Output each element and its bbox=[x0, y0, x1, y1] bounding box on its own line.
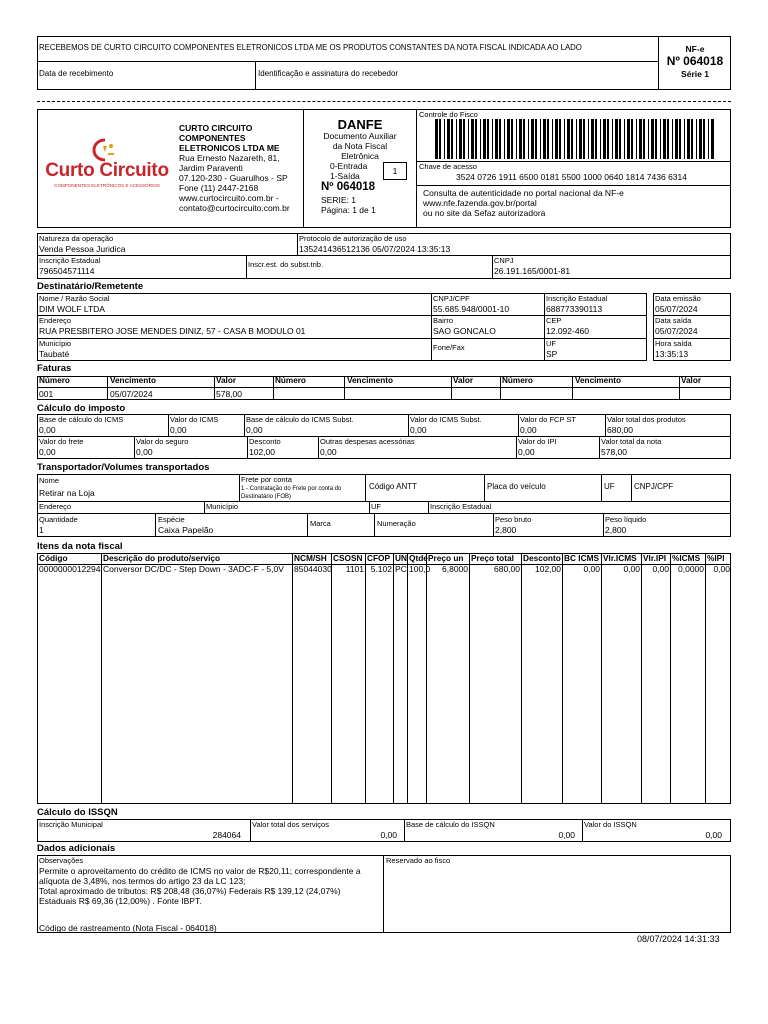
emitente-name: CURTO CIRCUITO COMPONENTES ELETRONICOS LTDA ME bbox=[179, 123, 280, 153]
barcode-bar bbox=[492, 119, 493, 159]
barcode-bar bbox=[528, 119, 529, 159]
itens-header-vlr-ipi: Vlr.IPI bbox=[643, 553, 667, 563]
transp-uf2-label: UF bbox=[371, 502, 381, 511]
issqn-section: Cálculo do ISSQN bbox=[37, 807, 118, 818]
base-icms-st-value: 0,00 bbox=[246, 425, 263, 435]
ie-value: 796504571114 bbox=[39, 266, 95, 276]
barcode-bar bbox=[583, 119, 585, 159]
logo-mark-icon bbox=[90, 138, 120, 162]
quantidade-label: Quantidade bbox=[39, 515, 78, 524]
dest-uf-label: UF bbox=[546, 339, 556, 348]
itens-header-cfop: CFOP bbox=[367, 553, 391, 563]
barcode-bar bbox=[519, 119, 522, 159]
barcode-bar bbox=[555, 119, 558, 159]
barcode-bar bbox=[435, 119, 438, 159]
dest-endereco-label: Endereço bbox=[39, 316, 72, 325]
desconto-value: 102,00 bbox=[249, 447, 275, 457]
chave-label: Chave de acesso bbox=[419, 162, 477, 171]
barcode-bar bbox=[687, 119, 690, 159]
item-cell-qtde: 100,0 bbox=[409, 564, 431, 574]
valor-total-nota-label: Valor total da nota bbox=[601, 437, 662, 446]
dest-cep-label: CEP bbox=[546, 316, 562, 325]
barcode-bar bbox=[495, 119, 498, 159]
barcode-bar bbox=[444, 119, 445, 159]
dest-uf: SP bbox=[546, 349, 558, 359]
barcode-bar bbox=[531, 119, 534, 159]
danfe-numero: Nº 064018 bbox=[321, 181, 376, 193]
barcode-bar bbox=[619, 119, 621, 159]
natureza-value: Venda Pessoa Juridica bbox=[39, 244, 126, 254]
barcode-bar bbox=[648, 119, 649, 159]
item-cell-csosn: 1101 bbox=[345, 564, 364, 574]
danfe-description: Documento Auxiliar da Nota Fiscal Eletrônica bbox=[323, 131, 397, 161]
danfe-title: DANFE bbox=[337, 117, 383, 132]
item-cell-preco-un: 6,8000 bbox=[442, 564, 468, 574]
itens-header-qtde: Qtde bbox=[409, 553, 428, 563]
fatura-header-vencimento-1: Vencimento bbox=[110, 376, 156, 385]
item-cell-aliq-ipi: 0,00 bbox=[713, 564, 730, 574]
barcode-bar bbox=[576, 119, 577, 159]
fatura-header-numero-1: Número bbox=[39, 376, 70, 385]
protocolo-label: Protocolo de autorização de uso bbox=[299, 234, 407, 243]
issqn-valor-label: Valor do ISSQN bbox=[584, 820, 637, 829]
barcode-bar bbox=[696, 119, 697, 159]
barcode-bar bbox=[624, 119, 625, 159]
itens-header-preco-total: Preço total bbox=[471, 553, 514, 563]
fatura-header-valor-3: Valor bbox=[681, 376, 702, 385]
dest-bairro: SAO GONCALO bbox=[433, 326, 496, 336]
barcode-bar bbox=[523, 119, 525, 159]
item-cell-preco-total: 680,00 bbox=[494, 564, 520, 574]
transporte-section: Transportador/Volumes transportados bbox=[37, 462, 210, 473]
valor-frete-value: 0,00 bbox=[39, 447, 56, 457]
dest-municipio-label: Município bbox=[39, 339, 72, 348]
barcode-bar bbox=[547, 119, 549, 159]
dest-saida-label: Data saída bbox=[655, 316, 692, 325]
barcode-bar bbox=[579, 119, 582, 159]
valor-ipi-label: Valor do IPI bbox=[518, 437, 557, 446]
item-cell-vlr-ipi: 0,00 bbox=[652, 564, 669, 574]
itens-header-vlr-icms: Vlr.ICMS bbox=[603, 553, 637, 563]
cut-line bbox=[37, 101, 731, 102]
barcode-bar bbox=[487, 119, 489, 159]
dest-ie-label: Inscrição Estadual bbox=[546, 294, 608, 303]
valor-frete-label: Valor do frete bbox=[39, 437, 84, 446]
iest-label: Inscr.est. do subst.trib. bbox=[248, 260, 324, 269]
barcode-bar bbox=[591, 119, 594, 159]
barcode-bar bbox=[456, 119, 457, 159]
cnpj-label: CNPJ bbox=[494, 256, 514, 265]
valor-icms-st-value: 0,00 bbox=[410, 425, 427, 435]
barcode-bar bbox=[600, 119, 601, 159]
peso-liquido-value: 2,800 bbox=[605, 525, 627, 535]
logo-text: Curto Circuito bbox=[45, 160, 169, 181]
barcode-bar bbox=[588, 119, 589, 159]
item-cell-bc-icms: 0,00 bbox=[583, 564, 600, 574]
dest-hora: 13:35:13 bbox=[655, 349, 689, 359]
valor-icms-label: Valor do ICMS bbox=[170, 415, 219, 424]
valor-fcp-st-label: Valor do FCP ST bbox=[520, 415, 576, 424]
especie-value: Caixa Papelão bbox=[158, 525, 214, 535]
chave-acesso: 3524 0726 1911 6500 0181 5500 1000 0640 1814 7436 6314 bbox=[456, 172, 687, 182]
barcode-bar bbox=[615, 119, 618, 159]
issqn-base-label: Base de cálculo do ISSQN bbox=[406, 820, 495, 829]
barcode-bar bbox=[603, 119, 606, 159]
barcode-bar bbox=[684, 119, 685, 159]
barcode-bar bbox=[699, 119, 702, 159]
dest-cnpj: 55.685.948/0001-10 bbox=[433, 304, 510, 314]
dest-nome-label: Nome / Razão Social bbox=[39, 294, 110, 303]
fatura-header-vencimento-3: Vencimento bbox=[575, 376, 621, 385]
adicionais-section: Dados adicionais bbox=[37, 843, 116, 854]
valor-seguro-label: Valor do seguro bbox=[136, 437, 189, 446]
issqn-base-value: 0,00 bbox=[558, 830, 575, 840]
barcode-bar bbox=[511, 119, 513, 159]
barcode-bar bbox=[691, 119, 693, 159]
barcode-bar bbox=[708, 119, 709, 159]
outras-despesas-label: Outras despesas acessórias bbox=[320, 437, 415, 446]
barcode-bar bbox=[675, 119, 678, 159]
destinatario-section: Destinatário/Remetente bbox=[37, 281, 144, 292]
danfe-saida: 1-Saída bbox=[330, 171, 360, 181]
imposto-section: Cálculo do imposto bbox=[37, 403, 126, 414]
barcode-bar bbox=[655, 119, 657, 159]
consulta-text: Consulta de autenticidade no portal nacional da NF-e www.nfe.fazenda.gov.br/portal ou no site da Sefaz autorizadora bbox=[423, 188, 624, 218]
barcode-bar bbox=[663, 119, 666, 159]
transp-uf-label: UF bbox=[604, 482, 615, 491]
base-icms-st-label: Base de cálculo do ICMS Subst. bbox=[246, 415, 354, 424]
barcode-bar bbox=[499, 119, 501, 159]
barcode-bar bbox=[612, 119, 613, 159]
itens-header-aliq-icms: %ICMS bbox=[672, 553, 701, 563]
valor-ipi-value: 0,00 bbox=[518, 447, 535, 457]
barcode-bar bbox=[552, 119, 553, 159]
barcode-bar bbox=[451, 119, 453, 159]
itens-header-descricao: Descrição do produto/serviço bbox=[103, 553, 221, 563]
placa-label: Placa do veículo bbox=[487, 482, 546, 491]
observacoes-text: Permite o aproveitamento do crédito de ICMS no valor de R$20,11; correspondente a alíquota de 3,48%, nos termos do artigo 23 da LC 123; Total aproximado de tributos: R$ 208,48 (36,07%) Federais R$ 139,12 (24,07%) Estaduais R$ 69,36 (12,00%) . Fonte IBPT. bbox=[39, 866, 361, 906]
transp-endereco-label: Endereço bbox=[39, 502, 72, 511]
valor-icms-st-label: Valor do ICMS Subst. bbox=[410, 415, 482, 424]
valor-total-nota-value: 578,00 bbox=[601, 447, 627, 457]
barcode-bar bbox=[636, 119, 637, 159]
issqn-valor-value: 0,00 bbox=[705, 830, 722, 840]
item-cell-ncm: 85044030 bbox=[294, 564, 332, 574]
natureza-label: Natureza da operação bbox=[39, 234, 114, 243]
fatura-vencimento: 05/07/2024 bbox=[110, 389, 153, 399]
barcode-bar bbox=[535, 119, 537, 159]
fatura-numero: 001 bbox=[39, 389, 54, 399]
barcode bbox=[435, 119, 715, 159]
transp-nome: Retirar na Loja bbox=[39, 488, 95, 498]
danfe-entrada: 0-Entrada bbox=[330, 161, 368, 171]
barcode-bar bbox=[471, 119, 474, 159]
barcode-bar bbox=[627, 119, 630, 159]
item-cell-desconto: 102,00 bbox=[535, 564, 561, 574]
barcode-bar bbox=[540, 119, 541, 159]
issqn-servicos-label: Valor total dos serviços bbox=[252, 820, 329, 829]
dest-hora-label: Hora saída bbox=[655, 339, 692, 348]
dest-ie: 688773390113 bbox=[546, 304, 603, 314]
dest-nome: DIM WOLF LTDA bbox=[39, 304, 105, 314]
valor-produtos-label: Valor total dos produtos bbox=[607, 415, 686, 424]
issqn-im-value: 284064 bbox=[212, 830, 241, 840]
barcode-bar bbox=[567, 119, 570, 159]
barcode-bar bbox=[672, 119, 673, 159]
desconto-label: Desconto bbox=[249, 437, 281, 446]
itens-header-preco-un: Preço un bbox=[428, 553, 464, 563]
danfe-pagina: Página: 1 de 1 bbox=[321, 205, 376, 215]
base-icms-value: 0,00 bbox=[39, 425, 56, 435]
barcode-bar bbox=[595, 119, 597, 159]
frete-label: Frete por conta bbox=[241, 475, 292, 484]
item-cell-vlr-icms: 0,00 bbox=[623, 564, 640, 574]
barcode-bar bbox=[504, 119, 505, 159]
base-icms-label: Base de cálculo do ICMS bbox=[39, 415, 124, 424]
transp-municipio-label: Município bbox=[206, 502, 239, 511]
peso-bruto-label: Peso bruto bbox=[495, 515, 532, 524]
observacoes-label: Observações bbox=[39, 856, 84, 865]
rastreamento-text: Código de rastreamento (Nota Fiscal - 064018) bbox=[39, 923, 217, 933]
antt-label: Código ANTT bbox=[369, 482, 418, 491]
barcode-bar bbox=[643, 119, 645, 159]
issqn-servicos-value: 0,00 bbox=[380, 830, 397, 840]
transp-cnpj-label: CNPJ/CPF bbox=[634, 482, 674, 491]
barcode-bar bbox=[607, 119, 609, 159]
fatura-header-valor-2: Valor bbox=[453, 376, 474, 385]
canhoto-numero: Nº 064018 bbox=[666, 54, 724, 68]
transp-ie-label: Inscrição Estadual bbox=[430, 502, 492, 511]
protocolo-value: 135241436512136 05/07/2024 13:35:13 bbox=[299, 244, 451, 254]
peso-liquido-label: Peso líquido bbox=[605, 515, 647, 524]
outras-despesas-value: 0,00 bbox=[320, 447, 337, 457]
barcode-bar bbox=[543, 119, 546, 159]
ie-label: Inscrição Estadual bbox=[39, 256, 101, 265]
barcode-bar bbox=[447, 119, 450, 159]
itens-header-bc-icms: BC ICMS bbox=[564, 553, 600, 563]
itens-header-csosn: CSOSN bbox=[333, 553, 363, 563]
data-recebimento-label: Data de recebimento bbox=[39, 69, 114, 78]
valor-seguro-value: 0,00 bbox=[136, 447, 153, 457]
barcode-bar bbox=[459, 119, 462, 159]
identificacao-label: Identificação e assinatura do recebedor bbox=[258, 69, 399, 78]
item-cell-aliq-icms: 0,0000 bbox=[678, 564, 704, 574]
faturas-section: Faturas bbox=[37, 363, 72, 374]
dest-emissao: 05/07/2024 bbox=[655, 304, 698, 314]
barcode-bar bbox=[483, 119, 486, 159]
barcode-bar bbox=[639, 119, 642, 159]
transp-nome-label: Nome bbox=[39, 476, 60, 485]
itens-table bbox=[37, 553, 731, 804]
itens-section: Itens da nota fiscal bbox=[37, 541, 123, 552]
canhoto-nfe-label: NF-e bbox=[685, 44, 705, 54]
barcode-bar bbox=[439, 119, 441, 159]
barcode-bar bbox=[468, 119, 469, 159]
barcode-bar bbox=[679, 119, 681, 159]
valor-produtos-value: 680,00 bbox=[607, 425, 633, 435]
fatura-header-numero-2: Número bbox=[275, 376, 306, 385]
barcode-bar bbox=[703, 119, 705, 159]
barcode-bar bbox=[475, 119, 477, 159]
canhoto-serie: Série 1 bbox=[681, 69, 709, 79]
controle-fisco-label: Controle do Fisco bbox=[419, 110, 478, 119]
item-cell-descricao: Conversor DC/DC - Step Down - 3ADC-F - 5,0V bbox=[103, 564, 284, 574]
barcode-bar bbox=[651, 119, 654, 159]
danfe-serie: SERIE: 1 bbox=[321, 195, 356, 205]
barcode-bar bbox=[631, 119, 633, 159]
barcode-bar bbox=[571, 119, 573, 159]
dest-saida: 05/07/2024 bbox=[655, 326, 698, 336]
issqn-im-label: Inscrição Municipal bbox=[39, 820, 103, 829]
reservado-fisco-label: Reservado ao fisco bbox=[386, 856, 451, 865]
itens-header-aliq-ipi: %IPI bbox=[707, 553, 725, 563]
dest-emissao-label: Data emissão bbox=[655, 294, 701, 303]
fatura-valor: 578,00 bbox=[216, 389, 242, 399]
canhoto-text: RECEBEMOS DE CURTO CIRCUITO COMPONENTES ELETRONICOS LTDA ME OS PRODUTOS CONSTANTES DA NOTA FISCAL INDICADA AO LADO bbox=[39, 43, 582, 52]
company-logo bbox=[44, 138, 170, 196]
barcode-bar bbox=[667, 119, 669, 159]
barcode-bar bbox=[507, 119, 510, 159]
marca-label: Marca bbox=[310, 519, 331, 528]
dest-fone-label: Fone/Fax bbox=[433, 343, 465, 352]
barcode-bar bbox=[559, 119, 561, 159]
fatura-header-vencimento-2: Vencimento bbox=[347, 376, 393, 385]
itens-header-un: UN bbox=[395, 553, 407, 563]
itens-header-desconto: Desconto bbox=[523, 553, 561, 563]
numeracao-label: Numeração bbox=[377, 519, 416, 528]
danfe-tipo-box: 1 bbox=[383, 162, 407, 180]
item-cell-un: PC bbox=[395, 564, 407, 574]
dest-endereco: RUA PRESBITERO JOSE MENDES DINIZ, 57 - CASA B MODULO 01 bbox=[39, 326, 306, 336]
itens-header-codigo: Código bbox=[39, 553, 68, 563]
dest-cnpj-label: CNPJ/CPF bbox=[433, 294, 470, 303]
quantidade-value: 1 bbox=[39, 525, 44, 535]
barcode-bar bbox=[564, 119, 565, 159]
dest-municipio: Taubaté bbox=[39, 349, 70, 359]
barcode-bar bbox=[480, 119, 481, 159]
itens-header-ncm: NCM/SH bbox=[294, 553, 327, 563]
especie-label: Espécie bbox=[158, 515, 185, 524]
peso-bruto-value: 2,800 bbox=[495, 525, 517, 535]
barcode-bar bbox=[516, 119, 517, 159]
barcode-bar bbox=[463, 119, 465, 159]
frete-value: 1 - Contratação do Frete por conta do Destinatário (FOB) bbox=[241, 486, 342, 500]
item-cell-cfop: 5.102 bbox=[370, 564, 392, 574]
dest-cep: 12.092-460 bbox=[546, 326, 590, 336]
fatura-header-numero-3: Número bbox=[502, 376, 533, 385]
barcode-bar bbox=[660, 119, 661, 159]
barcode-bar bbox=[711, 119, 714, 159]
valor-fcp-st-value: 0,00 bbox=[520, 425, 537, 435]
fatura-header-valor-1: Valor bbox=[216, 376, 237, 385]
valor-icms-value: 0,00 bbox=[170, 425, 187, 435]
footer-timestamp: 08/07/2024 14:31:33 bbox=[637, 934, 720, 944]
dest-bairro-label: Bairro bbox=[433, 316, 454, 325]
logo-subtext: COMPONENTES ELETRÔNICOS E ACESSÓRIOS bbox=[54, 183, 160, 188]
emitente-address: Rua Ernesto Nazareth, 81, Jardim Paraventi 07.120-230 - Guarulhos - SP Fone (11) 2447-2168 www.curtocircuito.com.br - contato@curtocircuito.com.br bbox=[179, 153, 290, 213]
item-cell-codigo: 0000000012294 bbox=[39, 564, 101, 574]
cnpj-value: 26.191.165/0001-81 bbox=[494, 266, 571, 276]
